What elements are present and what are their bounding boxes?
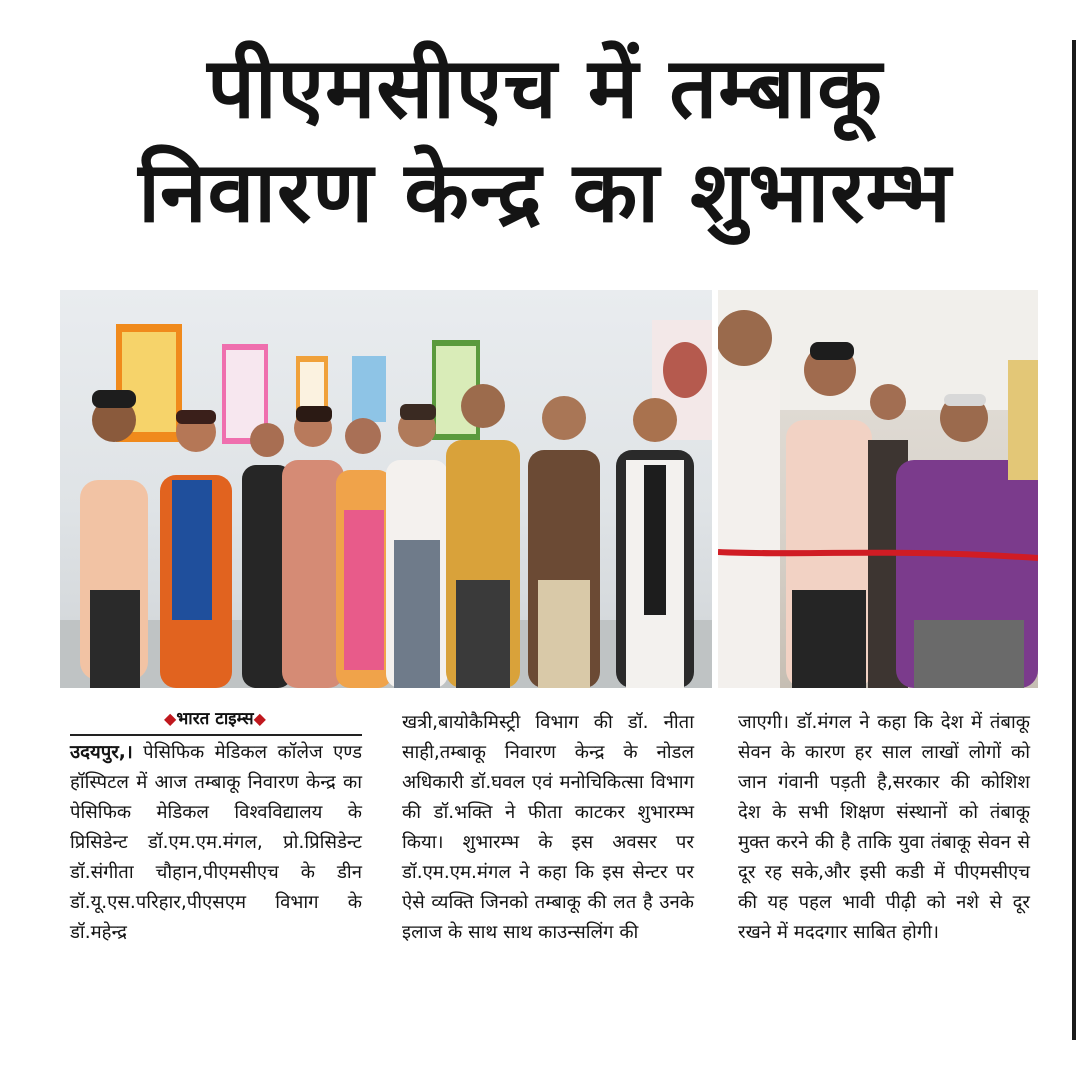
article-column-3: [738, 708, 1030, 948]
article-text-3: जाएगी। डॉ.मंगल ने कहा कि देश में तंबाकू सेवन के कारण हर साल लाखों लोगों को जान गंवानी पड़ती है,सरकार की कोशिश देश के सभी शिक्षण संस्थानों को तंबाकू मुक्त करने की है ताकि युवा तंबाकू सेवन से दूर रह सके,और इसी कडी में पीएमसीएच की यह पहल भावी पीढ़ी को नशे से दूर रखने में मददगार साबित होगी।: [738, 712, 1030, 943]
headline-line-1: पीएमसीएच में तम्बाकू: [207, 39, 883, 137]
dateline: उदयपुर,।: [70, 742, 133, 763]
article-column-1: [70, 738, 362, 948]
headline: [40, 36, 1050, 244]
article-text-1: पेसिफिक मेडिकल कॉलेज एण्ड हॉस्पिटल में आज तम्बाकू निवारण केन्द्र का पेसिफिक मेडिकल विश्वविद्यालय के प्रिसिडेन्ट डॉ.एम.एम.मंगल, प्रो.प्रिसिडेन्ट डॉ.संगीता चौहान,पीएमसीएच के डीन डॉ.यू.एस.परिहार,पीएसएम विभाग के डॉ.महेन्द्र: [70, 742, 362, 943]
page-edge-rule: [1072, 40, 1076, 1040]
headline-line-2: निवारण केन्द्र का शुभारम्भ: [138, 143, 952, 241]
byline: [140, 705, 290, 733]
byline-divider: [70, 734, 362, 736]
group-photo: [60, 290, 712, 688]
article-text-2: खत्री,बायोकैमिस्ट्री विभाग की डॉ. नीता साही,तम्बाकू निवारण केन्द्र के नोडल अधिकारी डॉ.घवल एवं मनोचिकित्सा विभाग की डॉ.भक्ति ने फीता काटकर शुभारम्भ किया। शुभारम्भ के इस अवसर पर डॉ.एम.एम.मंगल ने कहा कि इस सेन्टर पर ऐसे व्यक्ति जिनको तम्बाकू की लत है उनके इलाज के साथ साथ काउन्सलिंग की: [402, 712, 694, 943]
article-column-2: [402, 708, 694, 948]
ribbon-cutting-photo: [718, 290, 1038, 688]
byline-source: भारत टाइम्स: [176, 709, 254, 729]
diamond-icon: ◆: [164, 709, 177, 728]
diamond-icon: ◆: [253, 709, 266, 728]
